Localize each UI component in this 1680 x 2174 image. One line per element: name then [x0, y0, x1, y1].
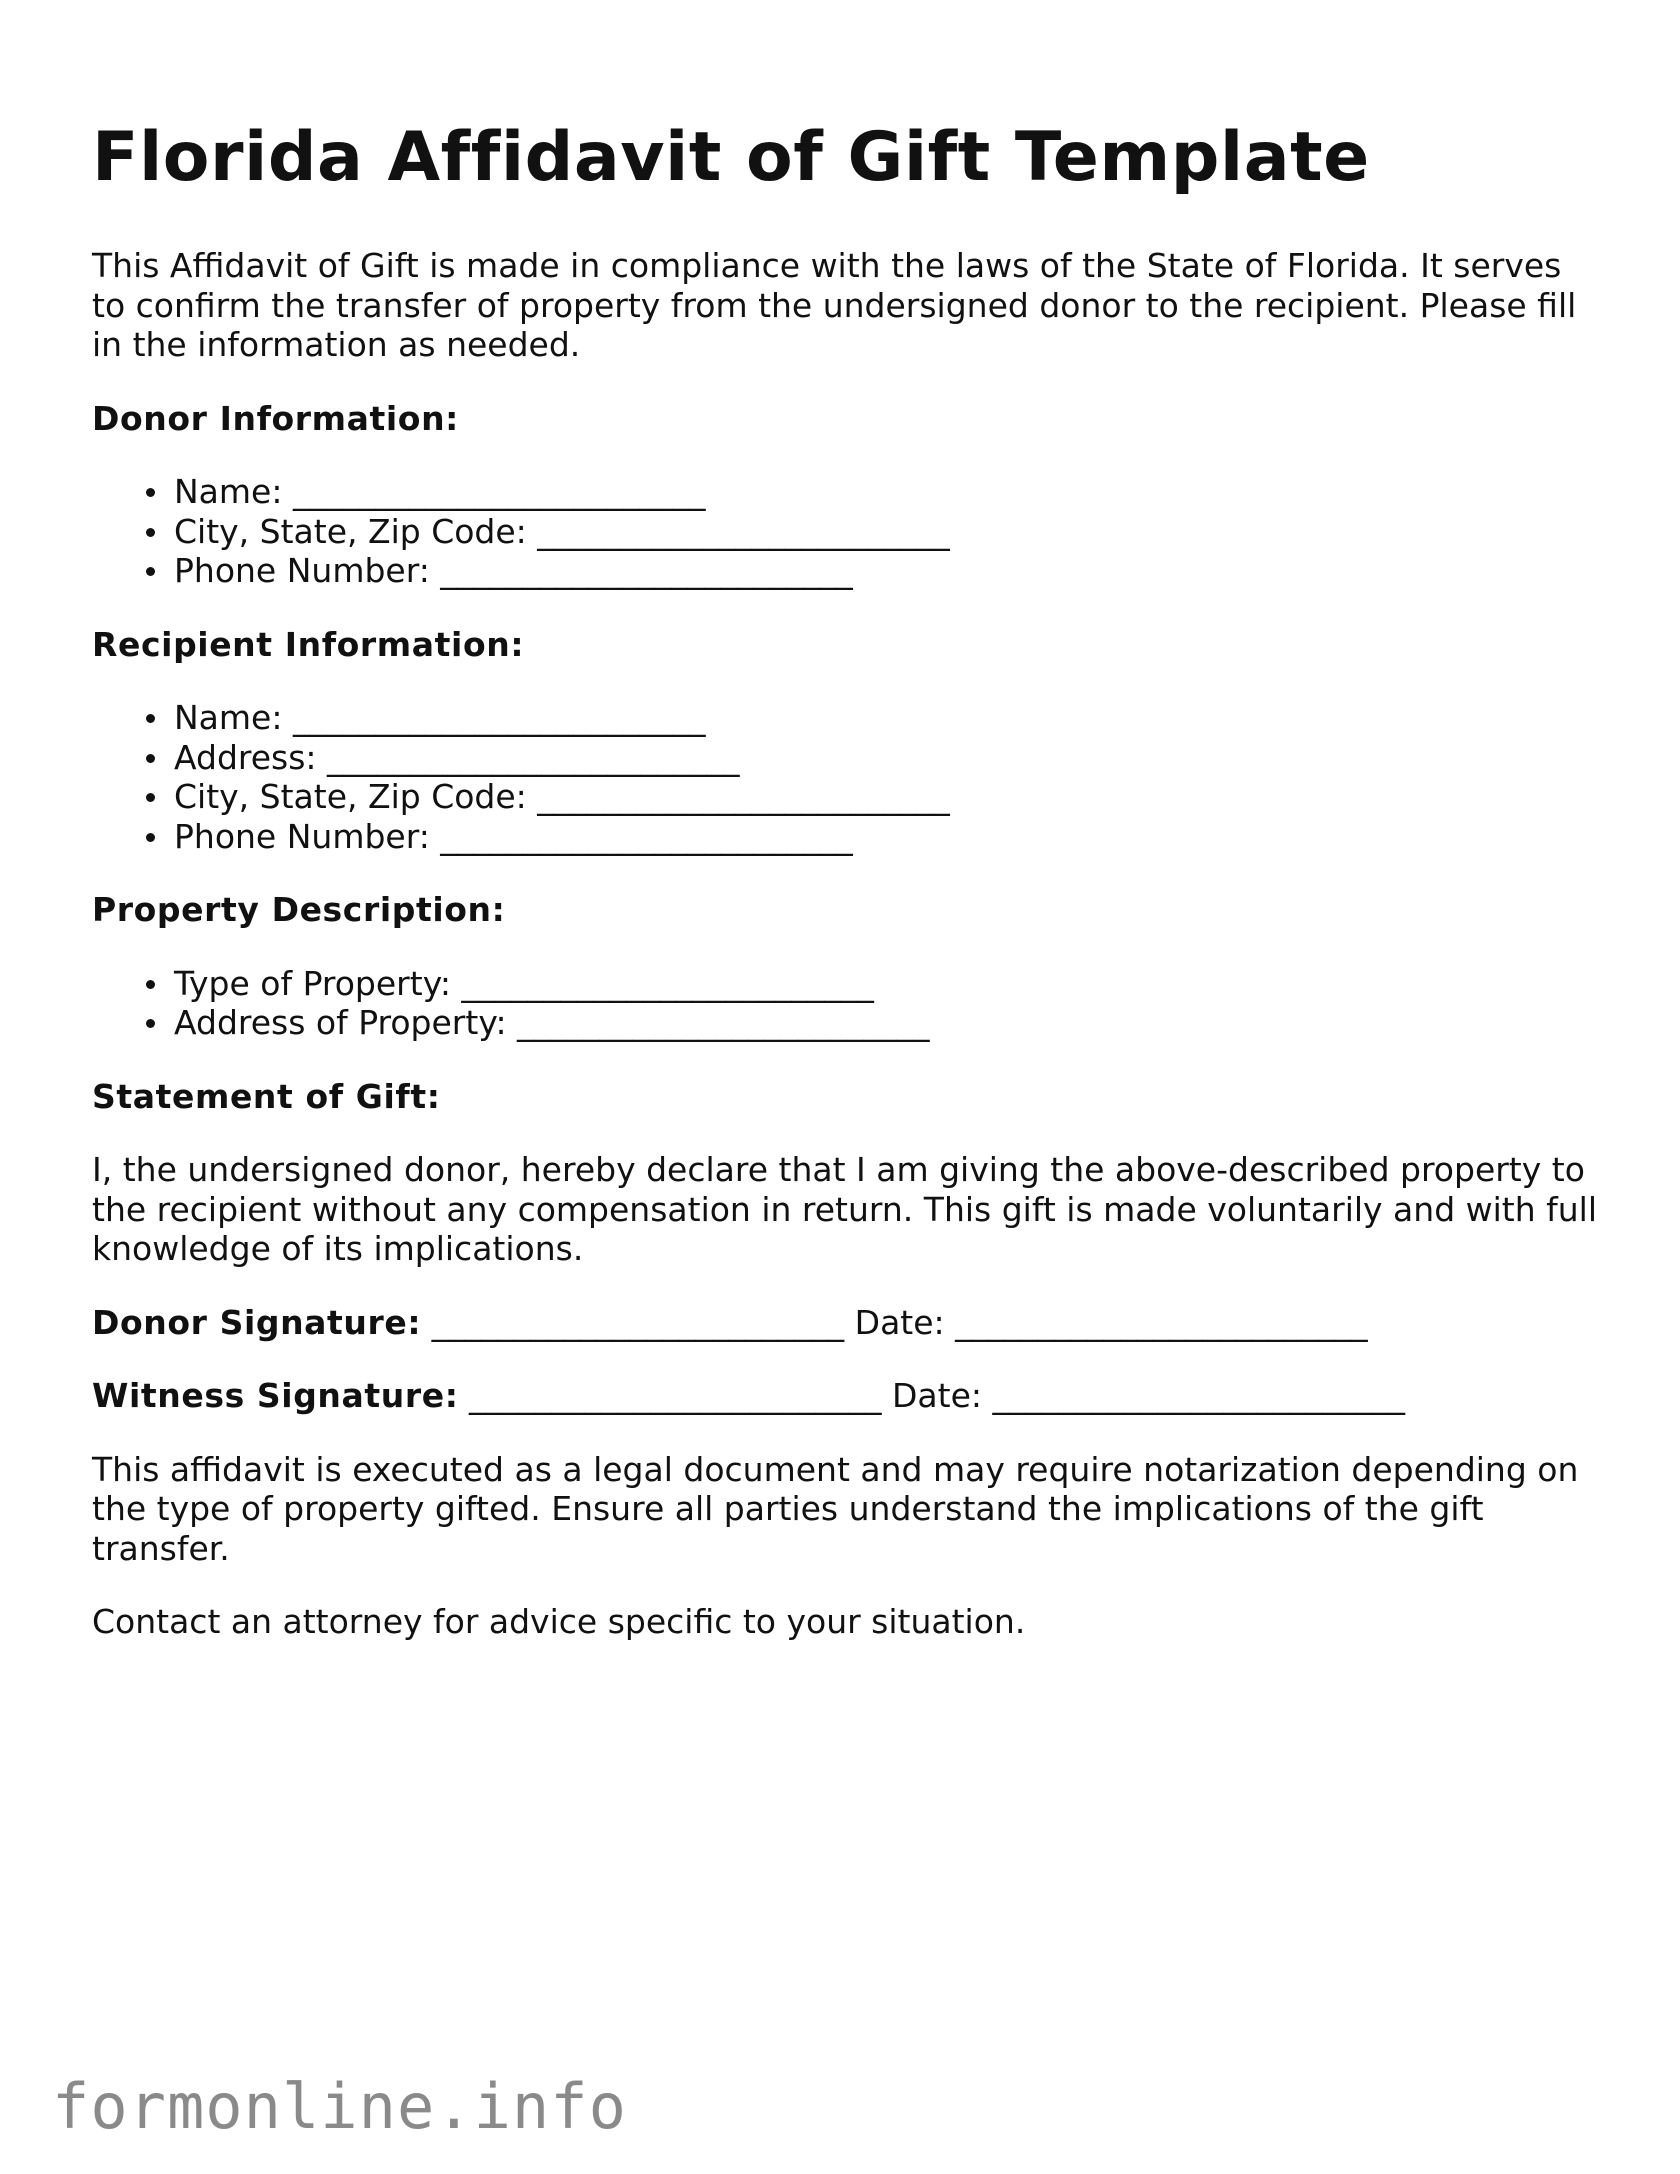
donor-fields-list	[92, 472, 1602, 591]
property-section-heading: Property Description:	[92, 890, 506, 929]
statement-section-heading: Statement of Gift:	[92, 1076, 441, 1116]
recipient-name-field: Name: _________________________	[174, 698, 1602, 738]
document-page	[92, 112, 1602, 1642]
donor-section-heading: Donor Information:	[92, 398, 459, 438]
recipient-fields-list	[92, 698, 1602, 856]
witness-signature-label: Witness Signature:	[92, 1376, 459, 1415]
recipient-section-heading: Recipient Information:	[92, 624, 525, 664]
property-address-field: Address of Property: _________________________	[174, 1003, 1602, 1043]
donor-signature-line	[92, 1303, 1602, 1343]
closing-paragraph: This affidavit is executed as a legal document and may require notarization depending on the type of property gifted. Ensure all parties understand the implications of the gift transfer.	[92, 1449, 1579, 1568]
recipient-city-state-zip-field: City, State, Zip Code: _________________________	[174, 777, 1602, 817]
donor-phone-field: Phone Number: _________________________	[174, 551, 1602, 591]
donor-signature-label: Donor Signature:	[92, 1302, 422, 1342]
intro-paragraph: This Affidavit of Gift is made in compliance with the laws of the State of Florida. It serves to confirm the transfer of property from the undersigned donor to the recipient. Please fill in the information as needed.	[92, 246, 1577, 364]
watermark-text: formonline.info	[52, 2070, 627, 2143]
donor-signature-blanks: _________________________ Date: _________________________	[421, 1302, 1368, 1342]
donor-name-field: Name: _________________________	[174, 472, 1602, 512]
witness-signature-line	[92, 1376, 1602, 1416]
document-title: Florida Affidavit of Gift Template	[92, 118, 1370, 197]
donor-city-state-zip-field: City, State, Zip Code: _________________________	[174, 512, 1602, 552]
witness-signature-blanks: _________________________ Date: _________________________	[458, 1376, 1405, 1415]
recipient-phone-field: Phone Number: _________________________	[174, 817, 1602, 857]
contact-paragraph: Contact an attorney for advice specific to your situation.	[92, 1602, 1026, 1641]
statement-paragraph: I, the undersigned donor, hereby declare that I am giving the above-described property to the recipient without any compensation in return. This gift is made voluntarily and with full knowledge of its implications.	[92, 1150, 1597, 1268]
property-type-field: Type of Property: _________________________	[174, 964, 1602, 1004]
recipient-address-field: Address: _________________________	[174, 738, 1602, 778]
property-fields-list	[92, 964, 1602, 1043]
